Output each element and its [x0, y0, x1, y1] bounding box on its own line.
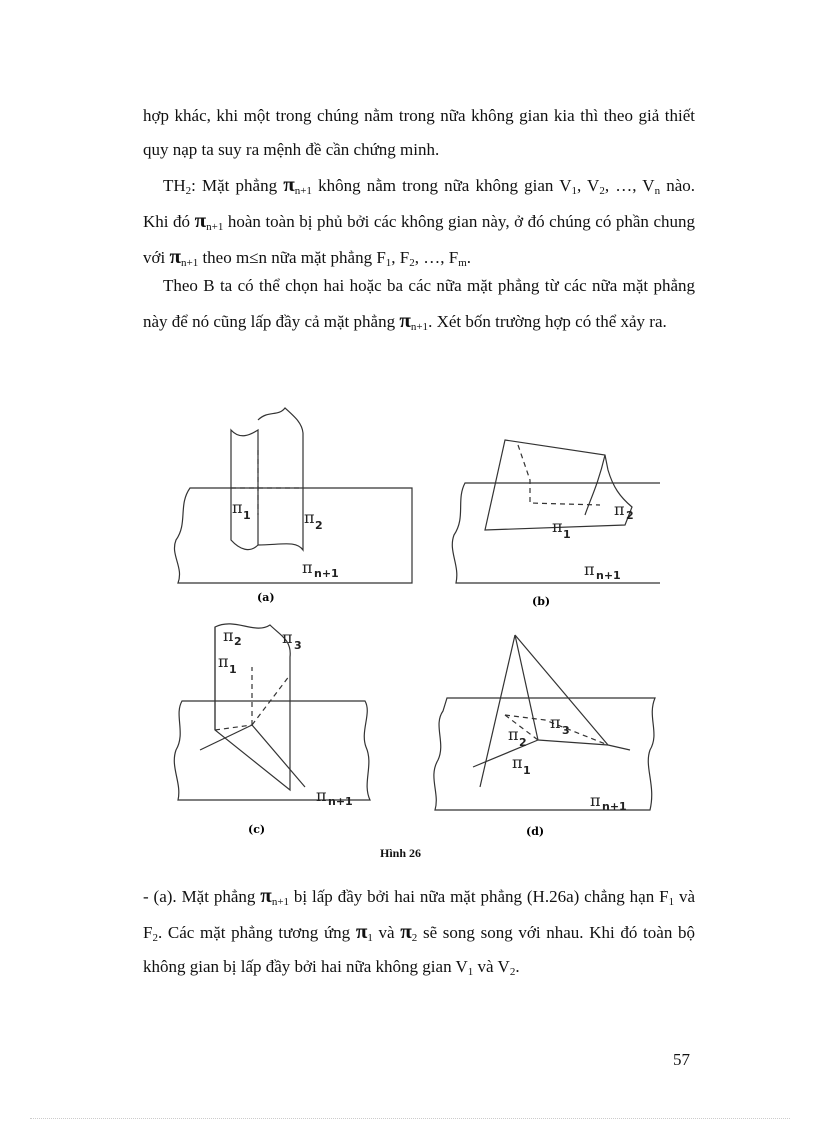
- footer-divider: [30, 1118, 790, 1119]
- paragraph-1: hợp khác, khi một trong chúng nằm trong nữa không gian kia thì theo giả thiết quy nạp ta suy ra mệnh đề cần chứng minh.: [143, 106, 695, 159]
- panel-d-pi2-sub: 2: [519, 736, 527, 749]
- svg-text:π: π: [550, 713, 561, 732]
- figure-caption: Hình 26: [380, 846, 422, 860]
- paragraph-2: $TH_2$: Mặt phẳng $\pi_{n+1}$ không nằm trong nữa không gian $V_1$, $V_2$, …, $V_n$ nào. Khi đó $\pi_{n+1}$ hoàn toàn bị phủ bởi các không gian này, ở đó chúng có phần chung với $\pi_{n+1}$ theo m≤n nữa mặt phẳng $F_1$, $F_2$, …, $F_m$.: [143, 172, 695, 269]
- panel-b-pi2-sub: 2: [626, 509, 634, 522]
- paragraph-4: - (a). Mặt phẳng $\pi_{n+1}$ bị lấp đầy bởi hai nữa mặt phẳng (H.26a) chẳng hạn $F_1$ và $F_2$. Các mặt phẳng tương ứng $\pi_1$ và $\pi_2$ sẽ song song với nhau. Khi đó toàn bộ không gian bị lấp đầy bởi hai nữa không gian $V_1$ và $V_2$.: [143, 883, 696, 978]
- panel-d-base-sub: n+1: [602, 800, 627, 813]
- svg-text:π: π: [316, 786, 327, 805]
- svg-text:π: π: [584, 560, 595, 579]
- panel-c-label: (c): [248, 823, 266, 836]
- panel-c-pi2-sub: 2: [234, 635, 242, 648]
- svg-text:π: π: [223, 626, 234, 645]
- page-number: 57: [673, 1050, 690, 1069]
- svg-text:π: π: [614, 500, 625, 519]
- panel-d-label: (d): [526, 825, 545, 838]
- panel-a-base-sub: n+1: [314, 567, 339, 580]
- panel-c-base-sub: n+1: [328, 795, 353, 808]
- panel-d-pi1-sub: 1: [523, 764, 531, 777]
- panel-a-pi1-sub: 1: [243, 509, 251, 522]
- panel-b-label: (b): [532, 595, 551, 608]
- panel-c-pi3-sub: 3: [294, 639, 302, 652]
- svg-text:π: π: [508, 725, 519, 744]
- svg-text:π: π: [218, 652, 229, 671]
- paragraph-3: Theo B ta có thể chọn hai hoặc ba các nữa mặt phẳng từ các nữa mặt phẳng này để nó cũng lấp đầy cả mặt phẳng $\pi_{n+1}$. Xét bốn trường hợp có thể xảy ra.: [143, 276, 695, 333]
- svg-text:π: π: [590, 791, 601, 810]
- svg-text:π: π: [302, 558, 313, 577]
- panel-a-drawing: [174, 408, 412, 583]
- panel-b-base-sub: n+1: [596, 569, 621, 582]
- svg-text:π: π: [552, 517, 563, 536]
- panel-a-pi2-sub: 2: [315, 519, 323, 532]
- panel-c-pi1-sub: 1: [229, 663, 237, 676]
- panel-b-pi1-sub: 1: [563, 528, 571, 541]
- panel-c-drawing: [174, 624, 370, 800]
- svg-text:π: π: [282, 628, 293, 647]
- panel-a-label: (a): [257, 591, 275, 604]
- panel-d-pi3-sub: 3: [562, 724, 570, 737]
- svg-text:π: π: [512, 753, 523, 772]
- figure-26: [160, 395, 660, 865]
- svg-text:π: π: [304, 508, 315, 527]
- panel-d-drawing: [434, 635, 655, 810]
- svg-text:π: π: [232, 498, 243, 517]
